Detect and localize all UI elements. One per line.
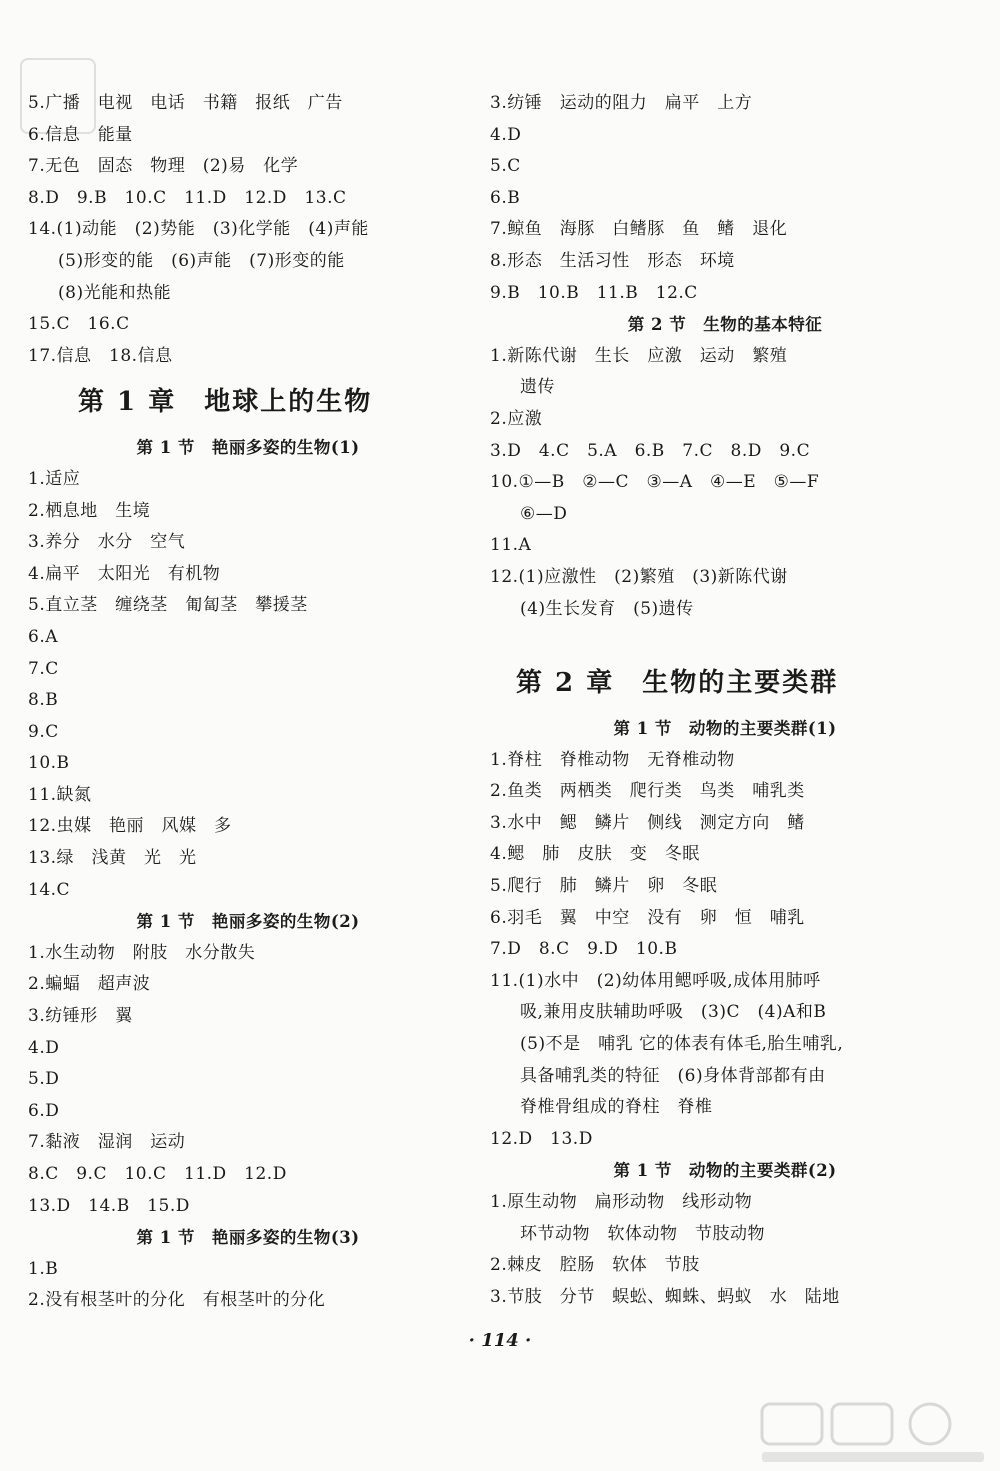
answer-line: 脊椎骨组成的脊柱 脊椎 [520, 1097, 713, 1118]
page-number: · 114 · [468, 1330, 532, 1351]
section-heading: 第 1 节 艳丽多姿的生物(3) [136, 1228, 360, 1248]
answer-line: 3.纺锤形 翼 [28, 1006, 133, 1027]
answer-line: 6.D [28, 1100, 60, 1121]
answer-line: 6.信息 能量 [28, 124, 133, 145]
answer-line: 2.栖息地 生境 [28, 500, 151, 521]
answer-line: 13.绿 浅黄 光 光 [28, 848, 197, 869]
answer-line: 1.新陈代谢 生长 应激 运动 繁殖 [490, 345, 788, 366]
answer-line: 3.养分 水分 空气 [28, 532, 186, 553]
answer-line: 12.(1)应激性 (2)繁殖 (3)新陈代谢 [490, 566, 788, 587]
answer-line: 11.A [490, 535, 532, 556]
answer-line: 具备哺乳类的特征 (6)身体背部都有由 [520, 1065, 826, 1086]
answer-line: 4.鳃 肺 皮肤 变 冬眠 [490, 844, 700, 865]
answer-line: 8.C 9.C 10.C 11.D 12.D [28, 1164, 287, 1184]
answer-line: 11.(1)水中 (2)幼体用鳃呼吸,成体用肺呼 [490, 970, 821, 991]
answer-line: 7.黏液 湿润 运动 [28, 1132, 186, 1153]
answer-line: 7.鲸鱼 海豚 白鳍豚 鱼 鳍 退化 [490, 219, 788, 240]
answer-line: 3.节肢 分节 蜈蚣、蜘蛛、蚂蚁 水 陆地 [490, 1286, 840, 1307]
answer-line: 2.应激 [490, 408, 543, 429]
answer-line: 14.(1)动能 (2)势能 (3)化学能 (4)声能 [28, 219, 369, 240]
answer-line: 4.D [490, 124, 522, 145]
section-heading: 第 1 节 艳丽多姿的生物(1) [136, 438, 360, 458]
left-column [28, 88, 468, 1317]
answer-line: 2.蝙蝠 超声波 [28, 974, 151, 995]
answer-line: 17.信息 18.信息 [28, 345, 173, 366]
answer-line: 2.鱼类 两栖类 爬行类 鸟类 哺乳类 [490, 781, 805, 802]
section-heading: 第 1 节 艳丽多姿的生物(2) [136, 912, 360, 932]
answer-line: 8.B [28, 690, 59, 711]
answer-line: ⑥—D [520, 503, 568, 524]
answer-line: 2.没有根茎叶的分化 有根茎叶的分化 [28, 1290, 326, 1311]
answer-line: (5)形变的能 (6)声能 (7)形变的能 [58, 250, 345, 271]
answer-line: 5.直立茎 缠绕茎 匍匐茎 攀援茎 [28, 595, 308, 616]
answer-line: 8.形态 生活习性 形态 环境 [490, 250, 735, 271]
answer-line: (5)不是 哺乳 它的体表有体毛,胎生哺乳, [520, 1034, 844, 1055]
answer-line: 5.C [490, 156, 521, 177]
answer-line: 5.广播 电视 电话 书籍 报纸 广告 [28, 93, 343, 113]
answer-line: (8)光能和热能 [58, 282, 172, 303]
answer-line: 5.D [28, 1069, 60, 1090]
answer-line: 5.爬行 肺 鳞片 卵 冬眠 [490, 876, 718, 897]
answer-line: 12.D 13.D [490, 1128, 593, 1149]
answer-line: 13.D 14.B 15.D [28, 1195, 190, 1216]
answer-line: 环节动物 软体动物 节肢动物 [520, 1223, 765, 1244]
answer-line: 7.C [28, 658, 59, 679]
answer-line: 1.B [28, 1258, 59, 1279]
answer-line: 3.D 4.C 5.A 6.B 7.C 8.D 9.C [490, 440, 811, 461]
section-heading: 第 1 节 动物的主要类群(1) [613, 719, 837, 739]
answer-line: 11.缺氮 [28, 784, 92, 805]
answer-line: 吸,兼用皮肤辅助呼吸 (3)C (4)A和B [520, 1002, 827, 1023]
section-heading: 第 1 节 动物的主要类群(2) [613, 1161, 837, 1181]
answer-line: 7.无色 固态 物理 (2)易 化学 [28, 156, 299, 177]
answer-line: 12.虫媒 艳丽 风媒 多 [28, 816, 232, 837]
answer-line: 10.B [28, 753, 70, 774]
chapter-heading: 第 1 章 地球上的生物 [78, 387, 373, 418]
answer-line: 10.①—B ②—C ③—A ④—E ⑤—F [490, 472, 820, 493]
chapter-heading: 第 2 章 生物的主要类群 [516, 668, 839, 699]
answer-line: 6.羽毛 翼 中空 没有 卵 恒 哺乳 [490, 907, 805, 928]
answer-line: 6.B [490, 187, 521, 208]
answer-line: 1.水生动物 附肢 水分散失 [28, 942, 256, 963]
answer-line: 3.纺锤 运动的阻力 扁平 上方 [490, 93, 753, 113]
answer-line: (4)生长发育 (5)遗传 [520, 598, 694, 619]
answer-line: 15.C 16.C [28, 314, 130, 335]
answer-line: 4.扁平 太阳光 有机物 [28, 563, 221, 584]
answer-line: 6.A [28, 626, 58, 647]
answer-line: 遗传 [520, 377, 555, 398]
answer-line: 1.脊柱 脊椎动物 无脊椎动物 [490, 749, 735, 770]
watermark-logo [758, 1398, 988, 1466]
answer-line: 9.C [28, 721, 59, 742]
answer-line: 7.D 8.C 9.D 10.B [490, 939, 678, 960]
answer-line: 9.B 10.B 11.B 12.C [490, 282, 698, 303]
answer-line: 8.D 9.B 10.C 11.D 12.D 13.C [28, 187, 347, 208]
answer-line: 4.D [28, 1037, 60, 1058]
answer-line: 3.水中 鳃 鳞片 侧线 测定方向 鳍 [490, 812, 805, 833]
section-heading: 第 2 节 生物的基本特征 [627, 315, 823, 335]
answer-line: 2.棘皮 腔肠 软体 节肢 [490, 1255, 700, 1276]
answer-line: 1.适应 [28, 468, 81, 489]
right-column [490, 88, 960, 1313]
answer-line: 14.C [28, 879, 71, 900]
answer-line: 1.原生动物 扁形动物 线形动物 [490, 1192, 753, 1212]
